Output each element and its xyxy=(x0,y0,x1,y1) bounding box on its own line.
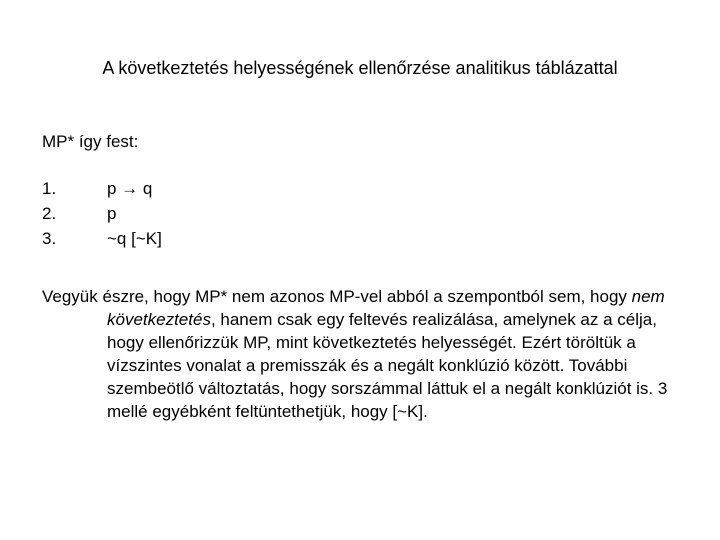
step-formula: p xyxy=(107,204,117,223)
paragraph-emphasis: nem következtetés xyxy=(107,287,665,329)
step-number: 2. xyxy=(42,204,57,223)
intro-text: MP* így fest: xyxy=(42,132,139,151)
explanation-paragraph xyxy=(42,285,692,423)
step-number: 3. xyxy=(42,229,57,248)
step-formula: ~q [~K] xyxy=(107,229,162,248)
step-number: 1. xyxy=(42,179,57,198)
paragraph-text-start: Vegyük észre, hogy MP* nem azonos MP-vel abból a szempontból sem, hogy xyxy=(42,287,632,306)
step-formula: p → q xyxy=(107,179,153,198)
paragraph-text-end: , hanem csak egy feltevés realizálása, amelynek az a célja, hogy ellenőrizzük MP, mint következtetés helyességét. Ezért töröltük a vízszintes vonalat a premisszák és a negált konklúzió között. További szembeötlő változtatás, hogy sorszámmal láttuk el a negált konklúziót is. 3 mellé egyébként feltüntethetjük, hogy [~K]. xyxy=(107,310,668,421)
slide-title: A következtetés helyességének ellenőrzése analitikus táblázattal xyxy=(102,58,618,78)
